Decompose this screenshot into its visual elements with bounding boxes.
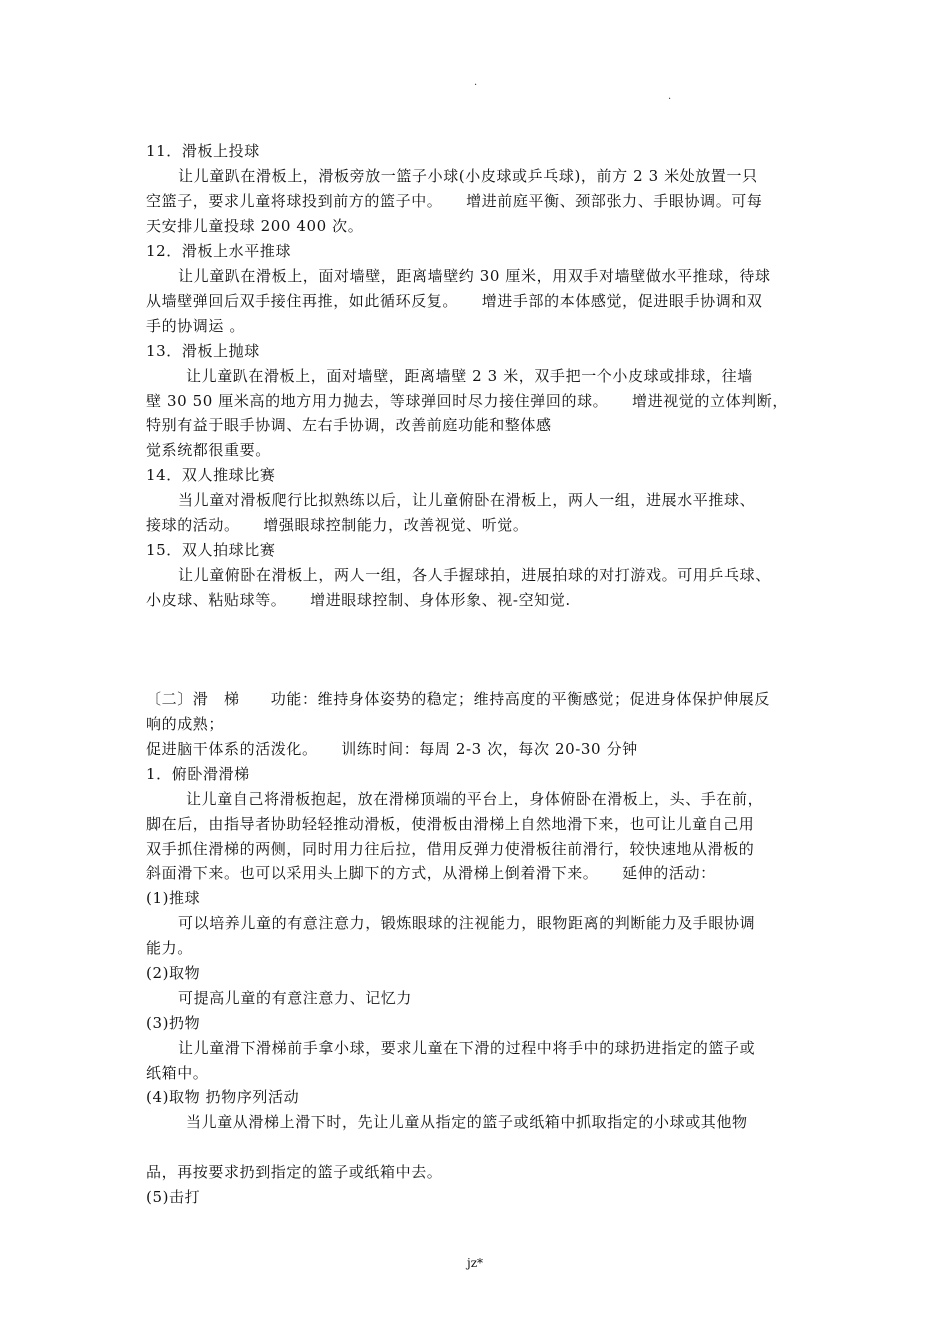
item-1-text-line: 脚在后，由指导者协助轻轻推动滑板，使滑板由滑梯上自然地滑下来，也可让儿童自己用 [146,815,755,833]
item-12-text-line: 让儿童趴在滑板上，面对墙壁，距离墙壁约 30 厘米，用双手对墙壁做水平推球，待球 [178,267,771,285]
item-12-text-line: 从墙壁弹回后双手接住再推，如此循环反复。 增进手部的本体感觉，促进眼手协调和双 [146,292,763,310]
sub-item-3-text-line: 纸箱中。 [146,1064,209,1082]
item-11-text-line: 天安排儿童投球 200 400 次。 [146,217,364,235]
item-15-heading: 15．双人拍球比赛 [146,541,276,559]
item-11-text-line: 让儿童趴在滑板上，滑板旁放一篮子小球(小皮球或乒乓球)，前方 2 3 米处放置一只 [178,167,758,185]
item-12-text-line: 手的协调运 。 [146,317,245,335]
item-13-text-line: 让儿童趴在滑板上，面对墙壁，距离墙壁 2 3 米，双手把一个小皮球或排球，往墙 [186,367,753,385]
item-13-text-line: 特别有益于眼手协调、左右手协调，改善前庭功能和整体感 [146,416,552,434]
sub-item-2-text-line: 可提高儿童的有意注意力、记忆力 [178,989,413,1007]
sub-item-1-heading: (1)推球 [146,889,201,907]
item-11-heading: 11．滑板上投球 [146,142,260,160]
item-14-heading: 14．双人推球比赛 [146,466,276,484]
header-mark-right: . [668,91,672,102]
item-1-heading: 1．俯卧滑滑梯 [146,765,250,783]
item-13-text-line: 壁 30 50 厘米高的地方用力抛去，等球弹回时尽力接住弹回的球。 增进视觉的立体判断， [146,392,788,410]
section-2-intro-line: 〔二〕滑 梯 功能：维持身体姿势的稳定；维持高度的平衡感觉；促进身体保护伸展反 [146,690,771,708]
section-2-intro-line: 响的成熟； [146,715,225,733]
item-13-text-line: 觉系统都很重要。 [146,441,271,459]
item-14-text-line: 接球的活动。 增强眼球控制能力，改善视觉、听觉。 [146,516,529,534]
section-2-intro-line: 促进脑干体系的活泼化。 训练时间：每周 2-3 次，每次 20-30 分钟 [146,740,638,758]
item-13-heading: 13．滑板上抛球 [146,342,260,360]
sub-item-4-text-line: 品，再按要求扔到指定的篮子或纸箱中去。 [146,1163,443,1181]
item-11-text-line: 空篮子，要求儿童将球投到前方的篮子中。 增进前庭平衡、颈部张力、手眼协调。可每 [146,192,763,210]
sub-item-3-text-line: 让儿童滑下滑梯前手拿小球，要求儿童在下滑的过程中将手中的球扔进指定的篮子或 [178,1039,756,1057]
sub-item-1-text-line: 能力。 [146,939,193,957]
item-14-text-line: 当儿童对滑板爬行比拟熟练以后，让儿童俯卧在滑板上，两人一组，进展水平推球、 [178,491,756,509]
item-1-text-line: 双手抓住滑梯的两侧，同时用力往后拉，借用反弹力使滑板往前滑行，较快速地从滑板的 [146,840,755,858]
sub-item-3-heading: (3)扔物 [146,1014,201,1032]
sub-item-1-text-line: 可以培养儿童的有意注意力，锻炼眼球的注视能力，眼物距离的判断能力及手眼协调 [178,914,756,932]
item-1-text-line: 斜面滑下来。也可以采用头上脚下的方式，从滑梯上倒着滑下来。 延伸的活动： [146,864,716,882]
sub-item-5-heading: (5)击打 [146,1188,201,1206]
sub-item-4-heading: (4)取物 扔物序列活动 [146,1088,300,1106]
item-12-heading: 12．滑板上水平推球 [146,242,292,260]
header-mark-left: . [474,77,478,88]
item-15-text-line: 让儿童俯卧在滑板上，两人一组，各人手握球拍，进展拍球的对打游戏。可用乒乓球、 [178,566,771,584]
sub-item-4-text-line: 当儿童从滑梯上滑下时，先让儿童从指定的篮子或纸箱中抓取指定的小球或其他物 [186,1113,748,1131]
page-footer: jz* [466,1256,484,1270]
item-15-text-line: 小皮球、粘贴球等。 增进眼球控制、身体形象、视-空知觉. [146,591,571,609]
item-1-text-line: 让儿童自己将滑板抱起，放在滑梯顶端的平台上，身体俯卧在滑板上，头、手在前， [186,790,764,808]
sub-item-2-heading: (2)取物 [146,964,201,982]
